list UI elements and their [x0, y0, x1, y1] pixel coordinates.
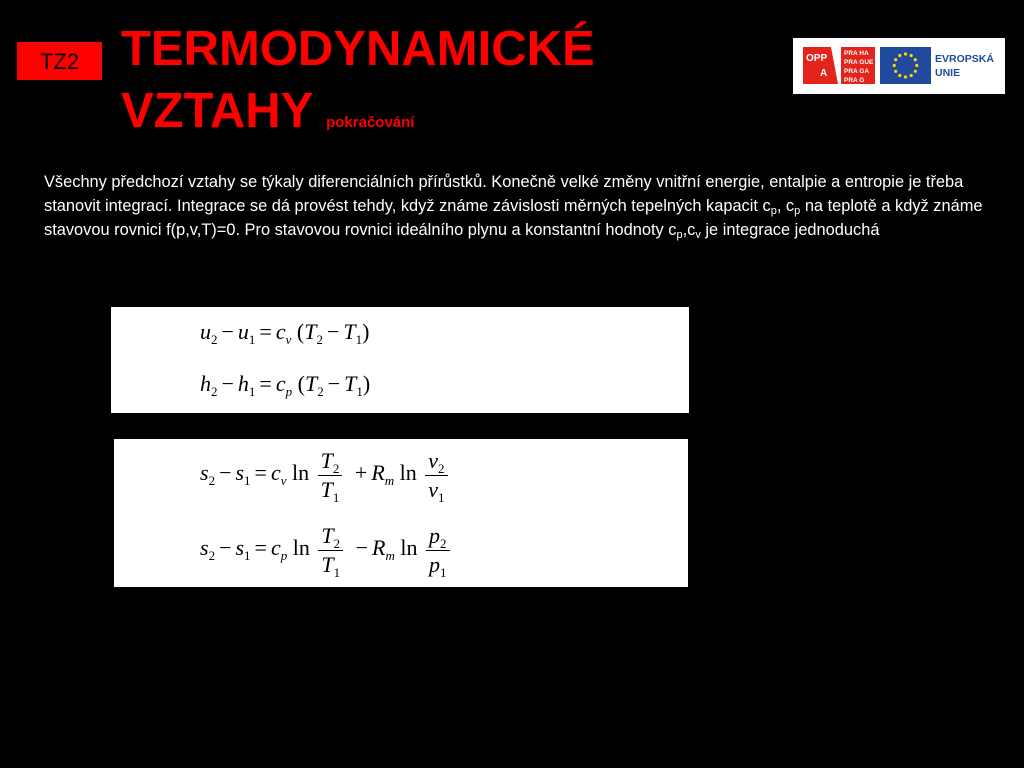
- intro-paragraph: Všechny předchozí vztahy se týkaly diferenciálních přírůstků. Konečně velké změny vnitřní energie, entalpie a entropie je třeba stanovit integrací. Integrace se dá provést tehdy, když známe závislosti měrných tepelných kapacit $c_p$, $c_p$ na teplotě a když známe stavovou rovnici f(p,v,T)=0. Pro stavovou rovnici ideálního plynu a konstantní hodnoty $c_p,c_v$ je integrace jednoduchá: [44, 173, 983, 241]
- logo-graphic: [793, 38, 1005, 94]
- equation-entropy-p: $s_2 - s_1 = c_p$ ln $\frac{T_2}{T_1}$ − $R_m$ ln $\frac{p_2}{p_1}$: [200, 522, 453, 578]
- title-line-2: [121, 80, 595, 154]
- svg-text:A: A: [820, 68, 828, 79]
- svg-text:EVROPSKÁ UNIE: EVROPSKÁ UNIE: [935, 53, 994, 79]
- eu-opp-logo: [793, 38, 1005, 94]
- svg-text:OPP: OPP: [806, 53, 828, 64]
- slide-title: [121, 18, 595, 154]
- equation-box-entropy: [114, 439, 688, 587]
- title-line-1: TERMODYNAMICKÉ: [121, 22, 595, 76]
- title-main: VZTAHY: [121, 84, 313, 138]
- equation-internal-energy: $u_2 - u_1 = c_v$ $(T_2 - T_1)$: [200, 319, 370, 347]
- svg-text:PRA HA PRA GUE PRA: PRA HA PRA GUE PRA GA PRA G: [844, 50, 874, 84]
- equation-box-energy-enthalpy: [111, 307, 689, 413]
- equation-entropy-v: $s_2 - s_1 = c_v$ ln $\frac{T_2}{T_1}$ + $R_m$ ln $\frac{v_2}{v_1}$: [200, 447, 451, 503]
- slide-badge: TZ2: [17, 42, 102, 80]
- equation-enthalpy: $h_2 - h_1 = c_p$ $(T_2 - T_1)$: [200, 371, 371, 399]
- title-subtitle: pokračování: [326, 114, 415, 131]
